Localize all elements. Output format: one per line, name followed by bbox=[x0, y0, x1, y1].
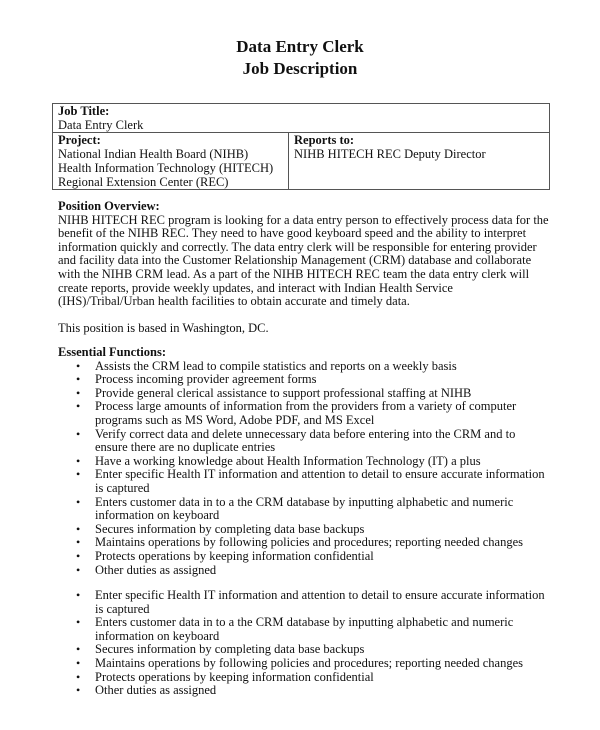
position-overview-text: NIHB HITECH REC program is looking for a data entry person to effectively process data for the benefit of the NIHB REC. They need to have good keyboard speed and the ability to interpret information quickly and correctly. The data entry clerk will be responsible for entering provider and facility data into the Customer Relationship Management (CRM) database and collaborate with the NIHB CRM lead. As a part of the NIHB HITECH REC team the data entry clerk will create reports, provide weekly updates, and interact with Indian Health Service (IHS)/Tribal/Urban health facilities to obtain accurate and timely data. bbox=[58, 212, 549, 309]
essential-functions-list bbox=[58, 360, 550, 578]
list-item: • Verify correct data and delete unnecessary data before entering into the CRM and to ensure there are no duplicate entries bbox=[58, 428, 550, 455]
repeated-functions-list bbox=[58, 589, 550, 698]
project-value: National Indian Health Board (NIHB) Health Information Technology (HITECH) Regional Extension Center (REC) bbox=[58, 147, 274, 189]
reports-to-cell bbox=[289, 133, 550, 190]
list-item: • Protects operations by keeping information confidential bbox=[58, 671, 550, 685]
list-item: • Have a working knowledge about Health Information Technology (IT) a plus bbox=[58, 455, 550, 469]
reports-to-value: NIHB HITECH REC Deputy Director bbox=[294, 147, 486, 161]
job-title-row bbox=[53, 104, 550, 133]
essential-functions-heading: Essential Functions: bbox=[58, 345, 167, 359]
list-item: • Enter specific Health IT information and attention to detail to ensure accurate information is captured bbox=[58, 468, 550, 495]
job-title-cell bbox=[53, 104, 550, 133]
reports-to-label: Reports to: bbox=[294, 133, 355, 147]
project-row bbox=[53, 133, 550, 190]
project-label: Project: bbox=[58, 133, 101, 147]
list-item: • Secures information by completing data base backups bbox=[58, 523, 550, 537]
list-item: • Process large amounts of information from the providers from a variety of computer programs such as MS Word, Adobe PDF, and MS Excel bbox=[58, 400, 550, 427]
document-subtitle: Job Description bbox=[242, 59, 358, 78]
job-title-label: Job Title: bbox=[58, 104, 110, 118]
list-item: • Secures information by completing data base backups bbox=[58, 643, 550, 657]
repeated-functions-section bbox=[58, 589, 550, 698]
essential-functions-section bbox=[58, 346, 550, 577]
list-item: • Maintains operations by following policies and procedures; reporting needed changes bbox=[58, 657, 550, 671]
list-item: • Other duties as assigned bbox=[58, 684, 550, 698]
job-info-table bbox=[52, 103, 550, 190]
job-title-value: Data Entry Clerk bbox=[58, 118, 144, 132]
position-overview-section bbox=[58, 200, 550, 336]
list-item: • Maintains operations by following policies and procedures; reporting needed changes bbox=[58, 536, 550, 550]
list-item: • Other duties as assigned bbox=[58, 564, 550, 578]
project-cell bbox=[53, 133, 289, 190]
list-item: • Provide general clerical assistance to support professional staffing at NIHB bbox=[58, 387, 550, 401]
list-item: • Enter specific Health IT information and attention to detail to ensure accurate information is captured bbox=[58, 589, 550, 616]
position-location-text: This position is based in Washington, DC. bbox=[58, 321, 269, 336]
position-overview-heading: Position Overview: bbox=[58, 199, 160, 213]
list-item: • Process incoming provider agreement forms bbox=[58, 373, 550, 387]
list-item: • Enters customer data in to a the CRM database by inputting alphabetic and numeric information on keyboard bbox=[58, 616, 550, 643]
list-item: • Enters customer data in to a the CRM database by inputting alphabetic and numeric information on keyboard bbox=[58, 496, 550, 523]
document-title: Data Entry Clerk bbox=[236, 37, 364, 56]
list-item: • Assists the CRM lead to compile statistics and reports on a weekly basis bbox=[58, 360, 550, 374]
list-item: • Protects operations by keeping information confidential bbox=[58, 550, 550, 564]
